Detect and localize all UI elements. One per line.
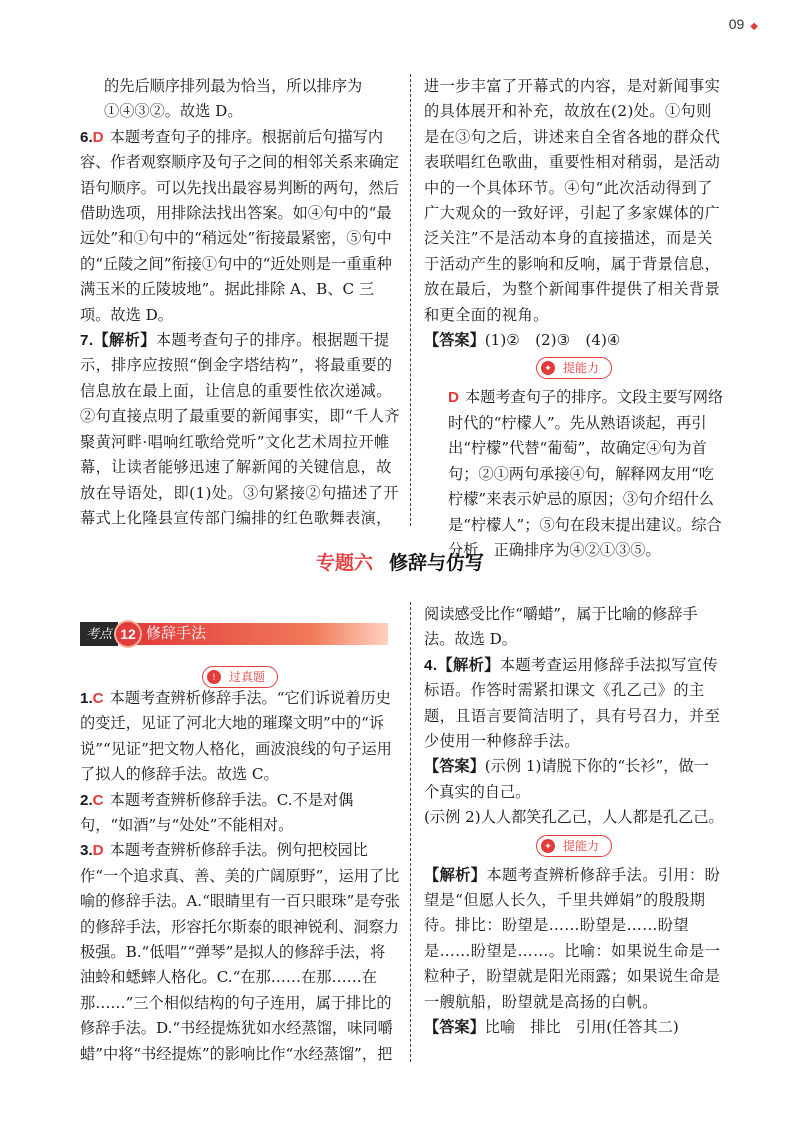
diamond-icon: ◆ xyxy=(750,21,758,32)
q4-answer-2: (示例 2)人人都笑孔乙己，人人都是孔乙己。 xyxy=(424,808,724,827)
exclamation-icon: ! xyxy=(207,670,221,684)
pill-tinengli: ✦ 提能力 xyxy=(424,835,724,857)
continued-text: 的先后顺序排列最为恰当，所以排序为①④③②。故选 D。 xyxy=(104,77,363,121)
continued-text: 阅读感受比作“嚼蜡”，属于比喻的修辞手法。故选 D。 xyxy=(424,605,698,649)
page-number: 09 ◆ xyxy=(728,16,758,32)
bottom-right-column xyxy=(424,602,724,1041)
q4-answer-1: 【答案】(示例 1)请脱下你的“长衫”，做一个真实的自己。 xyxy=(424,757,709,801)
flame-number-badge: 12 xyxy=(116,622,140,646)
column-divider xyxy=(410,74,411,526)
section-title: 专题六 修辞与仿写 xyxy=(315,553,485,574)
extension-answer: 【答案】比喻 排比 引用(任答其二) xyxy=(424,1018,679,1037)
top-right-column xyxy=(424,74,724,563)
question-1: 1.C 本题考查辨析修辞手法。“它们诉说着历史的变迁，见证了河北大地的璀璨文明”中的“诉说”“见证”把文物人格化，画波浪线的句子运用了拟人的修辞手法。故选 C。 xyxy=(80,689,392,784)
continued-text: 进一步丰富了开幕式的内容，是对新闻事实的具体展开和补充，故放在(2)处。①句则是在③句之后，讲述来自全省各地的群众代表联唱红色歌曲，重要性相对稍弱，是活动中的一个具体环节。④句“此次活动得到了广大观众的一致好评，引起了多家媒体的广泛关注”不是活动本身的直接描述，而是关于活动产生的影响和反响，属于背景信息，放在最后，为整个新闻事件提供了相关背景和更全面的视角。 xyxy=(424,77,721,324)
extension-answer: D 本题考查句子的排序。文段主要写网络时代的“柠檬人”。先从熟语谈起，再引出“柠檬”代替“葡萄”，故确定④句为首句；②①两句承接④句，解释网友用“吃柠檬”来表示妒忌的原因；③句介绍什么是“柠檬人”；⑤句在段末提出建议。综合分析，正确排序为④②①③⑤。 xyxy=(448,388,724,559)
pill-tinengli: ✦ 提能力 xyxy=(424,357,724,379)
kaodian-header: 考点 12 修辞手法 xyxy=(80,622,388,646)
question-6: 6.D 本题考查句子的排序。根据前后句描写内容、作者观察顺序及句子之间的相邻关系来确定语句顺序。可以先找出最容易判断的两句，然后借助选项，用排除法找出答案。如④句中的“最远处”和①句中的“稍远处”衔接最紧密，⑤句中的“丘陵之间”衔接①句中的“近处则是一重重种满玉米的丘陵坡地”。据此排除 A、B、C 三项。故选 D。 xyxy=(80,127,399,324)
question-3: 3.D 本题考查辨析修辞手法。例句把校园比作“一个追求真、善、美的广阔原野”，运用了比喻的修辞手法。A.“眼睛里有一百只眼珠”是夸张的修辞手法，形容托尔斯泰的眼神锐利、洞察力极强。B.“低唱”“弹琴”是拟人的修辞手法，将油蛉和蟋蟀人格化。C.“在那……在那……在那……”三个相似结构的句子连用，属于排比的修辞手法。D.“书经提炼犹如水经蒸馏，味同嚼蜡”中将“书经提炼”的影响比作“水经蒸馏”，把 xyxy=(80,841,400,1063)
bottom-left-column xyxy=(80,686,400,1067)
answer-line: 【答案】(1)② (2)③ (4)④ xyxy=(424,331,621,350)
top-left-column xyxy=(80,74,400,531)
pill-guozhenti: ! 过真题 xyxy=(80,666,400,688)
column-divider xyxy=(410,602,411,1062)
compass-icon: ✦ xyxy=(541,839,555,853)
question-7: 7.【解析】本题考查句子的排序。根据题干提示，排序应按照“倒金字塔结构”，将最重要的信息放在最上面，让信息的重要性依次递减。②句直接点明了最重要的新闻事实，即“千人齐聚黄河畔·唱响红歌给党听”文化艺术周拉开帷幕，让读者能够迅速了解新闻的关键信息，故放在导语处，即(1)处。③句紧接②句描述了开幕式上化隆县宣传部门编排的红色歌舞表演， xyxy=(80,331,400,527)
compass-icon: ✦ xyxy=(541,361,555,375)
extension-analysis: 【解析】本题考查辨析修辞手法。引用：盼望是“但愿人长久，千里共婵娟”的殷殷期待。排比：盼望是……盼望是……盼望是……盼望是……。比喻：如果说生命是一粒种子，盼望就是阳光雨露；如果说生命是一艘航船，盼望就是高扬的白帆。 xyxy=(424,865,721,1011)
question-2: 2.C 本题考查辨析修辞手法。C.不是对偶句，“如酒”与“处处”不能相对。 xyxy=(80,790,354,835)
question-4: 4.【解析】本题考查运用修辞手法拟写宣传标语。作答时需紧扣课文《孔乙己》的主题，且语言要简洁明了，具有号召力，并至少使用一种修辞手法。 xyxy=(424,655,721,751)
